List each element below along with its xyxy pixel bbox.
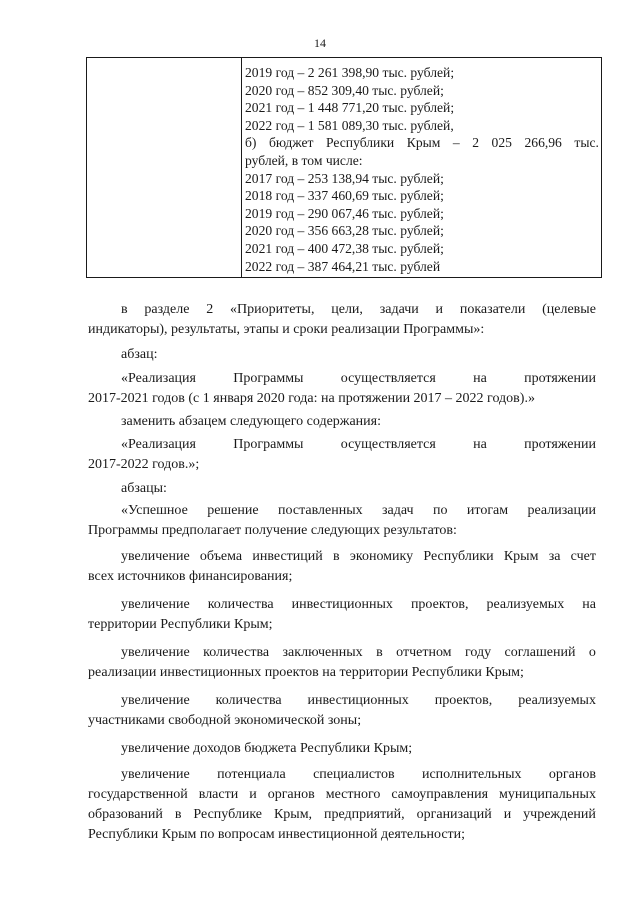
paragraph-results-intro (88, 502, 596, 540)
word: органов (267, 787, 315, 802)
table-line-justified (245, 134, 599, 152)
word: решение (207, 503, 259, 518)
text-line: Республики Крым по вопросам инвестиционной деятельности; (88, 827, 466, 842)
table-line: 2020 год – 852 309,40 тыс. рублей; (245, 82, 444, 98)
word: осуществляется (340, 437, 436, 452)
word: счет (570, 549, 596, 564)
word: «Реализация (121, 371, 196, 386)
paragraph-section-2 (88, 301, 596, 339)
word: задачи (379, 302, 419, 317)
word: протяжении (524, 371, 596, 386)
word: объема (199, 549, 243, 564)
word: местного (325, 787, 381, 802)
word: Республике (193, 807, 263, 822)
word: соглашений (504, 645, 576, 660)
word: поставленных (278, 503, 363, 518)
table-line: 2021 год – 400 472,38 тыс. рублей; (245, 240, 444, 256)
text-line: участниками свободной экономической зоны; (88, 713, 362, 728)
word: на (582, 597, 596, 612)
budget-table (86, 57, 602, 278)
word: бюджет (268, 135, 314, 151)
text-line: территории Республики Крым; (88, 617, 273, 632)
word: власти (198, 787, 239, 802)
word: Программы (233, 437, 304, 452)
word: образований (88, 807, 163, 822)
word: специалистов (313, 767, 395, 782)
word: государственной (88, 787, 188, 802)
word: 025 (491, 135, 512, 151)
justified-line (88, 436, 596, 454)
text-line: 2017-2022 годов.»; (88, 457, 200, 472)
word: тыс. (574, 135, 599, 151)
justified-line (88, 548, 596, 566)
paragraph-specialists (88, 766, 596, 844)
text-line: всех источников финансирования; (88, 569, 293, 584)
word: по (432, 503, 448, 518)
text-line: реализации инвестиционных проектов на территории Республики Крым; (88, 665, 524, 680)
word: б) (245, 135, 257, 151)
table-line: рублей, в том числе: (245, 152, 363, 168)
table-line: 2019 год – 290 067,46 тыс. рублей; (245, 205, 444, 221)
word: о (588, 645, 596, 660)
table-line: 2018 год – 337 460,69 тыс. рублей; (245, 188, 444, 204)
word: реализуемых (518, 693, 596, 708)
word: потенциала (217, 767, 286, 782)
word: увеличение (121, 693, 190, 708)
paragraph-abzac: абзац: (121, 347, 158, 362)
word: протяжении (524, 437, 596, 452)
word: исполнительных (421, 767, 522, 782)
word: учреждений (523, 807, 596, 822)
word: и (435, 302, 444, 317)
word: на (473, 371, 487, 386)
word: Крым (503, 549, 539, 564)
word: заключенных (282, 645, 363, 660)
word: количества (215, 693, 282, 708)
word: 266,96 (524, 135, 562, 151)
word: «Успешное (121, 503, 188, 518)
justified-line (88, 370, 596, 388)
word: в (121, 302, 128, 317)
justified-line (88, 692, 596, 710)
text-line: Программы предполагает получение следующих результатов: (88, 523, 457, 538)
page-number: 14 (314, 36, 326, 50)
word: количества (203, 645, 270, 660)
word: в (376, 645, 383, 660)
paragraph-sez-projects (88, 692, 596, 730)
word: экономику (349, 549, 414, 564)
word: инвестиционных (307, 693, 409, 708)
word: – (452, 135, 460, 151)
word: (целевые (542, 302, 596, 317)
justified-line (88, 786, 596, 804)
word: году (464, 645, 492, 660)
word: цели, (331, 302, 363, 317)
word: осуществляется (340, 371, 436, 386)
word: в (174, 807, 182, 822)
paragraph-quote-old (88, 370, 596, 408)
word: задач (382, 503, 414, 518)
word: органов (548, 767, 596, 782)
word: количества (207, 597, 274, 612)
paragraph-quote-new (88, 436, 596, 474)
word: 2 (472, 135, 480, 151)
word: муниципальных (499, 787, 596, 802)
word: инвестиционных (291, 597, 393, 612)
paragraph-abzacy: абзацы: (121, 481, 167, 496)
word: за (548, 549, 561, 564)
word: самоуправления (391, 787, 489, 802)
word: проектов, (434, 693, 493, 708)
justified-line (88, 644, 596, 662)
text-line: 2017-2021 годов (с 1 января 2020 года: на протяжении 2017 – 2022 годов).» (88, 391, 535, 406)
word: 2 (206, 302, 214, 317)
word: инвестиций (252, 549, 323, 564)
table-line: 2017 год – 253 138,94 тыс. рублей; (245, 170, 444, 186)
table-line: 2022 год – 1 581 089,30 тыс. рублей, (245, 117, 454, 133)
word: реализуемых (486, 597, 565, 612)
word: «Реализация (121, 437, 196, 452)
word: отчетном (396, 645, 452, 660)
word: увеличение (121, 597, 190, 612)
word: показатели (459, 302, 526, 317)
justified-line (88, 301, 596, 319)
paragraph-budget-income: увеличение доходов бюджета Республики Крым; (121, 741, 413, 756)
paragraph-projects-count (88, 596, 596, 634)
word: в (333, 549, 340, 564)
paragraph-investment-volume (88, 548, 596, 586)
word: Республики (423, 549, 494, 564)
word: Республики (326, 135, 395, 151)
justified-line (88, 502, 596, 520)
word: предприятий, (324, 807, 405, 822)
word: увеличение (121, 549, 190, 564)
word: Программы (233, 371, 304, 386)
word: разделе (144, 302, 190, 317)
word: реализации (527, 503, 596, 518)
word: Крым, (273, 807, 313, 822)
table-line: 2019 год – 2 261 398,90 тыс. рублей; (245, 65, 455, 80)
table-funding-cell (242, 58, 602, 278)
table-line: 2020 год – 356 663,28 тыс. рублей; (245, 223, 444, 239)
table-line: 2021 год – 1 448 771,20 тыс. рублей; (245, 100, 455, 116)
word: «Приоритеты, (230, 302, 315, 317)
paragraph-replace: заменить абзацем следующего содержания: (121, 414, 381, 429)
word: Крым (406, 135, 441, 151)
word: и (249, 787, 257, 802)
table-empty-cell (87, 58, 242, 278)
text-line: индикаторы), результаты, этапы и сроки реализации Программы»: (88, 322, 485, 337)
word: увеличение (121, 645, 190, 660)
justified-line (88, 806, 596, 824)
word: организаций (416, 807, 492, 822)
justified-line (88, 596, 596, 614)
word: итогам (466, 503, 509, 518)
paragraph-agreements-count (88, 644, 596, 682)
table-line: 2022 год – 387 464,21 тыс. рублей (245, 258, 441, 274)
word: и (503, 807, 512, 822)
word: проектов, (410, 597, 469, 612)
word: на (473, 437, 487, 452)
word: увеличение (121, 767, 190, 782)
justified-line (88, 766, 596, 784)
